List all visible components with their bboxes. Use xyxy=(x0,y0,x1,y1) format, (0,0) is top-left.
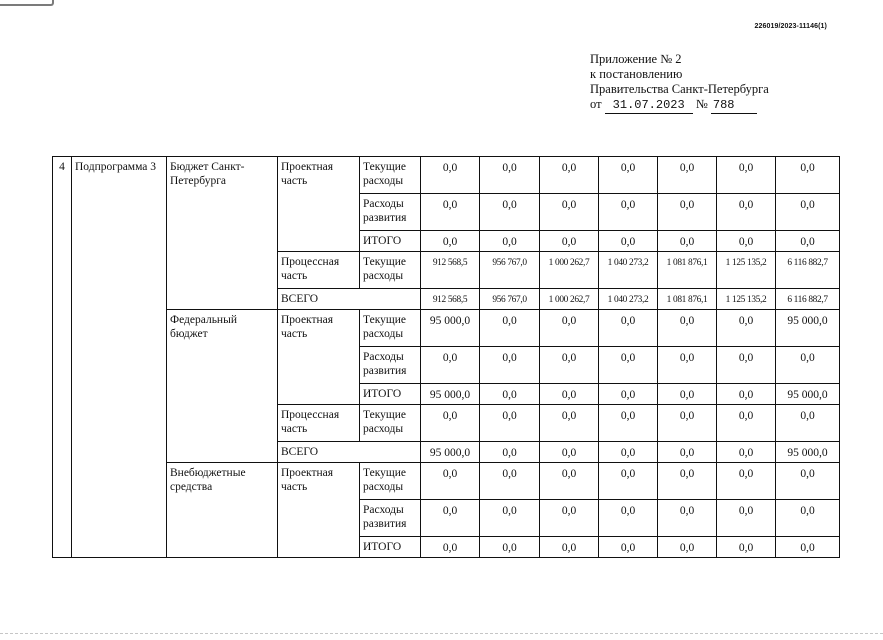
value-cell: 0,0 xyxy=(599,537,658,558)
value-cell: 0,0 xyxy=(776,537,840,558)
value-cell: 6 116 882,7 xyxy=(776,252,840,289)
value-cell: 0,0 xyxy=(540,405,599,442)
scan-corner-mark xyxy=(0,0,54,6)
value-cell: 956 767,0 xyxy=(480,289,540,310)
value-cell: 0,0 xyxy=(658,231,717,252)
resolution-date: 31.07.2023 xyxy=(605,98,693,114)
value-cell: 0,0 xyxy=(480,537,540,558)
kind-total: ИТОГО xyxy=(360,231,421,252)
kind-development: Расходы развития xyxy=(360,347,421,384)
value-cell: 0,0 xyxy=(717,157,776,194)
value-cell: 95 000,0 xyxy=(776,310,840,347)
value-cell: 912 568,5 xyxy=(421,252,480,289)
value-cell: 0,0 xyxy=(776,405,840,442)
value-cell: 0,0 xyxy=(599,405,658,442)
value-cell: 0,0 xyxy=(599,442,658,463)
value-cell: 0,0 xyxy=(717,463,776,500)
part-process: Процессная часть xyxy=(278,405,360,442)
part-project: Проектная часть xyxy=(278,157,360,252)
value-cell: 0,0 xyxy=(421,500,480,537)
value-cell: 0,0 xyxy=(540,194,599,231)
kind-total: ИТОГО xyxy=(360,384,421,405)
value-cell: 0,0 xyxy=(480,347,540,384)
kind-total: ИТОГО xyxy=(360,537,421,558)
number-prefix: № xyxy=(695,97,708,111)
kind-development: Расходы развития xyxy=(360,500,421,537)
budget-table xyxy=(52,156,840,558)
value-cell: 1 040 273,2 xyxy=(599,252,658,289)
date-prefix: от xyxy=(590,97,602,111)
value-cell: 0,0 xyxy=(421,405,480,442)
value-cell: 0,0 xyxy=(776,347,840,384)
value-cell: 0,0 xyxy=(776,463,840,500)
value-cell: 0,0 xyxy=(776,231,840,252)
value-cell: 0,0 xyxy=(717,500,776,537)
value-cell: 0,0 xyxy=(480,384,540,405)
value-cell: 1 000 262,7 xyxy=(540,289,599,310)
value-cell: 0,0 xyxy=(540,157,599,194)
annex-issuer: Правительства Санкт-Петербурга xyxy=(590,82,769,96)
part-project: Проектная часть xyxy=(278,463,360,558)
value-cell: 0,0 xyxy=(658,310,717,347)
kind-current: Текущие расходы xyxy=(360,310,421,347)
value-cell: 0,0 xyxy=(776,500,840,537)
value-cell: 0,0 xyxy=(717,194,776,231)
value-cell: 0,0 xyxy=(421,463,480,500)
value-cell: 0,0 xyxy=(717,384,776,405)
value-cell: 1 040 273,2 xyxy=(599,289,658,310)
value-cell: 0,0 xyxy=(776,194,840,231)
document-id: 226019/2023-11146(1) xyxy=(754,23,827,30)
source-extrabudgetary: Внебюджетные средства xyxy=(167,463,278,558)
value-cell: 0,0 xyxy=(658,384,717,405)
value-cell: 0,0 xyxy=(421,194,480,231)
kind-current: Текущие расходы xyxy=(360,252,421,289)
table-row xyxy=(53,463,840,500)
value-cell: 0,0 xyxy=(540,500,599,537)
subprogram-name: Подпрограмма 3 xyxy=(72,157,167,558)
value-cell: 0,0 xyxy=(480,194,540,231)
value-cell: 0,0 xyxy=(717,231,776,252)
value-cell: 95 000,0 xyxy=(421,384,480,405)
grand-total-label: ВСЕГО xyxy=(278,442,421,463)
value-cell: 0,0 xyxy=(717,310,776,347)
value-cell: 0,0 xyxy=(540,442,599,463)
value-cell: 0,0 xyxy=(421,157,480,194)
value-cell: 0,0 xyxy=(540,231,599,252)
value-cell: 0,0 xyxy=(540,347,599,384)
value-cell: 0,0 xyxy=(421,347,480,384)
value-cell: 0,0 xyxy=(599,500,658,537)
row-number: 4 xyxy=(53,157,72,558)
value-cell: 0,0 xyxy=(599,231,658,252)
value-cell: 0,0 xyxy=(480,442,540,463)
value-cell: 0,0 xyxy=(658,537,717,558)
value-cell: 0,0 xyxy=(480,405,540,442)
value-cell: 1 125 135,2 xyxy=(717,252,776,289)
value-cell: 0,0 xyxy=(717,347,776,384)
value-cell: 0,0 xyxy=(421,537,480,558)
kind-current: Текущие расходы xyxy=(360,405,421,442)
scan-bottom-edge xyxy=(0,633,883,640)
value-cell: 1 000 262,7 xyxy=(540,252,599,289)
value-cell: 0,0 xyxy=(480,310,540,347)
value-cell: 0,0 xyxy=(658,442,717,463)
part-process: Процессная часть xyxy=(278,252,360,289)
value-cell: 0,0 xyxy=(540,384,599,405)
value-cell: 0,0 xyxy=(599,347,658,384)
value-cell: 0,0 xyxy=(717,442,776,463)
value-cell: 95 000,0 xyxy=(421,442,480,463)
value-cell: 1 081 876,1 xyxy=(658,289,717,310)
value-cell: 0,0 xyxy=(717,537,776,558)
value-cell: 0,0 xyxy=(599,194,658,231)
value-cell: 0,0 xyxy=(480,500,540,537)
kind-current: Текущие расходы xyxy=(360,463,421,500)
part-project: Проектная часть xyxy=(278,310,360,405)
value-cell: 0,0 xyxy=(480,463,540,500)
value-cell: 0,0 xyxy=(421,231,480,252)
value-cell: 1 125 135,2 xyxy=(717,289,776,310)
resolution-number: 788 xyxy=(711,98,757,114)
annex-subtitle: к постановлению xyxy=(590,67,683,81)
value-cell: 0,0 xyxy=(540,463,599,500)
value-cell: 0,0 xyxy=(776,157,840,194)
value-cell: 95 000,0 xyxy=(421,310,480,347)
value-cell: 0,0 xyxy=(480,157,540,194)
value-cell: 0,0 xyxy=(599,384,658,405)
value-cell: 95 000,0 xyxy=(776,384,840,405)
value-cell: 0,0 xyxy=(658,500,717,537)
value-cell: 1 081 876,1 xyxy=(658,252,717,289)
source-federal: Федеральный бюджет xyxy=(167,310,278,463)
value-cell: 0,0 xyxy=(540,537,599,558)
source-spb: Бюджет Санкт-Петербурга xyxy=(167,157,278,310)
value-cell: 0,0 xyxy=(717,405,776,442)
value-cell: 0,0 xyxy=(658,463,717,500)
value-cell: 0,0 xyxy=(480,231,540,252)
value-cell: 956 767,0 xyxy=(480,252,540,289)
value-cell: 0,0 xyxy=(658,347,717,384)
table-row xyxy=(53,157,840,194)
value-cell: 0,0 xyxy=(540,310,599,347)
annex-date-line xyxy=(590,97,769,114)
value-cell: 0,0 xyxy=(658,405,717,442)
table-row xyxy=(53,310,840,347)
value-cell: 0,0 xyxy=(599,157,658,194)
kind-development: Расходы развития xyxy=(360,194,421,231)
annex-header xyxy=(590,52,769,114)
value-cell: 6 116 882,7 xyxy=(776,289,840,310)
value-cell: 912 568,5 xyxy=(421,289,480,310)
value-cell: 95 000,0 xyxy=(776,442,840,463)
value-cell: 0,0 xyxy=(658,157,717,194)
annex-title: Приложение № 2 xyxy=(590,52,682,66)
kind-current: Текущие расходы xyxy=(360,157,421,194)
grand-total-label: ВСЕГО xyxy=(278,289,421,310)
value-cell: 0,0 xyxy=(658,194,717,231)
value-cell: 0,0 xyxy=(599,463,658,500)
value-cell: 0,0 xyxy=(599,310,658,347)
